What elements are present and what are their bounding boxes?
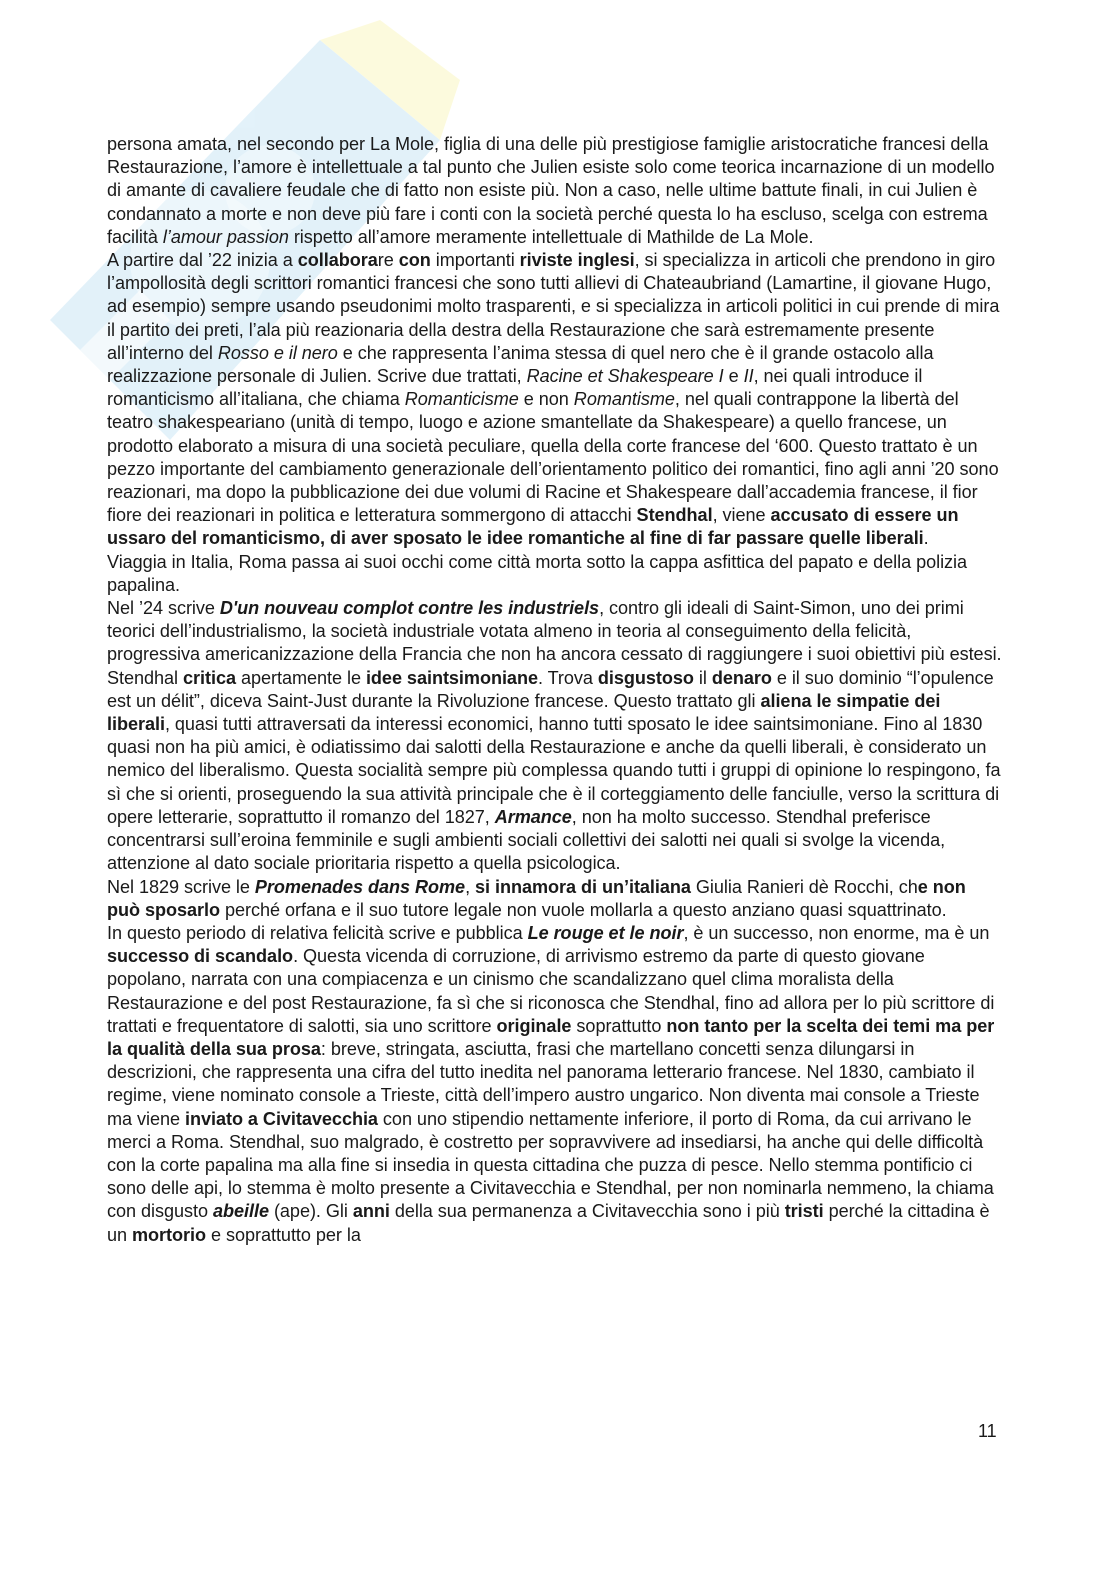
paragraph — [107, 133, 1003, 249]
text-run: con uno stipendio nettamente inferiore, il porto di Roma, da cui arrivano le merci a Roma. Stendhal, suo malgrado, è costretto per sopravvivere ad insediarsi, ha anche qui delle difficoltà con la corte papalina ma alla fine si insedia in questa cittadina che puzza di pesce. Nello stemma pontificio ci sono delle api, lo stemma è molto presente a Civitavecchia e Stendhal, per non nominarla nemmeno, la chiama con disgusto — [107, 1108, 994, 1222]
text-run: . — [923, 528, 929, 549]
text-run: II — [743, 366, 754, 387]
paragraph — [107, 922, 1003, 1247]
text-run: non tanto per la scelta dei temi ma per la qualità della sua prosa — [107, 1015, 995, 1059]
text-run: riviste inglesi — [519, 250, 635, 271]
page-number: 11 — [978, 1421, 997, 1441]
text-run: : breve, stringata, asciutta, frasi che martellano concetti senza dilungarsi in descrizioni, che rappresenta una cifra del tutto inedita nel panorama letterario francese. Nel 1830, cambiato il regime, viene nominato console a Trieste, città dell’impero austro ungarico. Non diventa mai console a Trieste ma viene — [107, 1038, 980, 1129]
text-run: , non ha molto successo. Stendhal preferisce concentrarsi sull’eroina femminile e sugli ambienti sociali collettivi dei salotti nei quali si svolge la vicenda, attenzione al dato sociale prioritaria rispetto a quella psicologica. — [107, 806, 946, 874]
text-run: disgustoso — [597, 667, 694, 688]
text-run: apertamente le — [235, 667, 366, 688]
text-run: soprattutto — [571, 1015, 667, 1036]
text-run: e che rappresenta l’anima stessa di quel nero che è il grande ostacolo alla realizzazione personale di Julien. Scrive due trattati, — [107, 342, 934, 387]
paragraph — [107, 876, 1003, 922]
text-run: re — [377, 250, 399, 271]
text-run: originale — [496, 1015, 572, 1036]
text-run: , nel quali contrappone la libertà del teatro shakespeariano (unità di tempo, luogo e azione smantellate da Shakespeare) a quello francese, un prodotto elaborato a misura di una società peculiare, quella della corte francese del ‘600. Questo trattato è un pezzo importante del cambiamento generazionale dell’orientamento politico dei romantici, fino agli anni ’20 sono reazionari, ma dopo la pubblicazione dei due volumi di Racine et Shakespeare dall’accademia francese, il fior fiore dei reazionari in politica e letteratura sommergono di attacchi — [107, 389, 999, 526]
text-run: della sua permanenza a Civitavecchia sono i più — [389, 1201, 785, 1222]
text-run: abeille — [212, 1201, 269, 1222]
paragraph — [107, 551, 1003, 597]
text-run: , contro gli ideali di Saint-Simon, uno dei primi teorici dell’industrialismo, la società industriale votata almeno in teoria al conseguimento della felicità, progressiva americanizzazione della Francia che non ha ancora cessato di raggiungere i suoi obiettivi più estesi. Stendhal — [107, 598, 1002, 688]
text-run: Rosso e il nero — [217, 342, 338, 363]
text-run: D'un nouveau complot contre les industriels — [219, 598, 600, 619]
text-run: , nei quali introduce il romanticismo all’italiana, che chiama — [107, 366, 923, 410]
text-run: , si specializza in articoli che prendono in giro l’ampollosità degli scrittori romantici francesi che sono tutti allievi di Chateaubriand (Lamartine, il giovane Hugo, ad esempio) sempre usando pseudonimi molto trasparenti, e si specializza in articoli politici in cui prende di mira il partito dei preti, l’ala più reazionaria della destra della Restaurazione che sarà estremamente presente all’interno del — [107, 250, 1000, 363]
text-run: perché la cittadina è un — [107, 1201, 990, 1245]
text-run: In questo periodo di relativa felicità scrive e pubblica — [107, 922, 528, 943]
text-run: e non può sposarlo — [107, 876, 966, 920]
text-run: e soprattutto per la — [206, 1224, 361, 1245]
text-run: . Questa vicenda di corruzione, di arrivismo estremo da parte di questo giovane popolano, narrata con una compiacenza e un cinismo che scandalizzano quel clima moralista della Restaurazione e del post Restaurazione, fa sì che si riconosca che Stendhal, fino ad allora per lo più scrittore di trattati e frequentatore di salotti, sia uno scrittore — [107, 946, 995, 1036]
text-run: con — [398, 250, 431, 271]
text-run: si innamora di un’italiana — [475, 876, 691, 897]
text-run: . Trova — [537, 667, 598, 688]
text-run: Nel 1829 scrive le — [107, 876, 255, 897]
text-run: Stendhal — [636, 505, 713, 526]
text-run: persona amata, nel secondo per La Mole, figlia di una delle più prestigiose famiglie aristocratiche francesi della Restaurazione, l’amore è intellettuale a tal punto che Julien esiste solo come teorica incarnazione di un modello di amante di cavaliere feudale che di fatto non esiste più. Non a caso, nelle ultime battute finali, in cui Julien è condannato a morte e non deve più fare i conti con la società perché questa lo ha escluso, scelga con estrema facilità — [107, 134, 995, 247]
text-run: denaro — [711, 667, 772, 688]
page-body — [107, 133, 1003, 1247]
text-run: tristi — [784, 1201, 824, 1222]
text-run: , viene — [712, 505, 771, 526]
text-run: Nel ’24 scrive — [107, 598, 220, 619]
text-run: perché orfana e il suo tutore legale non vuole mollarla a questo anziano quasi squattrinato. — [220, 899, 947, 920]
text-run: , è un successo, non enorme, ma è un — [683, 922, 990, 943]
text-run: Viaggia in Italia, Roma passa ai suoi occhi come città morta sotto la cappa asfittica del papato e della polizia papalina. — [107, 551, 968, 595]
text-run: mortorio — [132, 1224, 206, 1245]
text-run: critica — [183, 667, 236, 688]
text-run: , quasi tutti attraversati da interessi economici, hanno tutti sposato le idee saintsimoniane. Fino al 1830 quasi non ha più amici, è odiatissimo dai salotti della Restaurazione e anche da quelli liberali, è considerato un nemico del liberalismo. Questa socialità sempre più complessa quando tutti i gruppi di opinione lo respingono, fa sì che si orienti, proseguendo la sua attività principale che è il corteggiamento delle fanciulle, verso la scrittura di opere letterarie, soprattutto il romanzo del 1827, — [107, 714, 1001, 827]
text-run: anni — [352, 1201, 390, 1222]
text-run: successo di scandalo — [107, 946, 294, 967]
text-run: Romantisme — [573, 389, 675, 410]
text-run: importanti — [430, 250, 520, 271]
paragraph — [107, 249, 1003, 551]
text-run: e il suo dominio “l’opulence est un délit”, diceva Saint-Just durante la Rivoluzione francese. Questo trattato gli — [107, 667, 994, 711]
text-run: collabora — [297, 250, 378, 271]
text-run: idee saintsimoniane — [365, 667, 538, 688]
text-run: (ape). Gli — [268, 1201, 353, 1222]
text-run: A partire dal ’22 inizia a — [107, 250, 298, 271]
text-run: l’amour passion — [162, 226, 289, 247]
text-run: Giulia Ranieri dè Rocchi, ch — [690, 876, 918, 897]
text-run: Le rouge et le noir — [527, 922, 684, 943]
text-run: aliena le simpatie dei liberali — [107, 690, 941, 735]
text-run: Romanticisme — [404, 389, 519, 410]
text-run: e — [723, 366, 744, 387]
text-run: , — [465, 876, 476, 897]
text-run: accusato di essere un ussaro del romanticismo, di aver sposato le idee romantiche al fine di far passare quelle liberali — [107, 505, 959, 549]
text-run: Racine et Shakespeare I — [526, 366, 724, 387]
text-run: e non — [518, 389, 574, 410]
text-run: inviato a Civitavecchia — [185, 1108, 378, 1129]
paragraph — [107, 597, 1003, 875]
text-run: Promenades dans Rome — [254, 876, 466, 897]
text-run: Armance — [494, 806, 572, 827]
text-run: rispetto all’amore meramente intellettuale di Mathilde de La Mole. — [288, 226, 814, 247]
text-run: il — [693, 667, 712, 688]
